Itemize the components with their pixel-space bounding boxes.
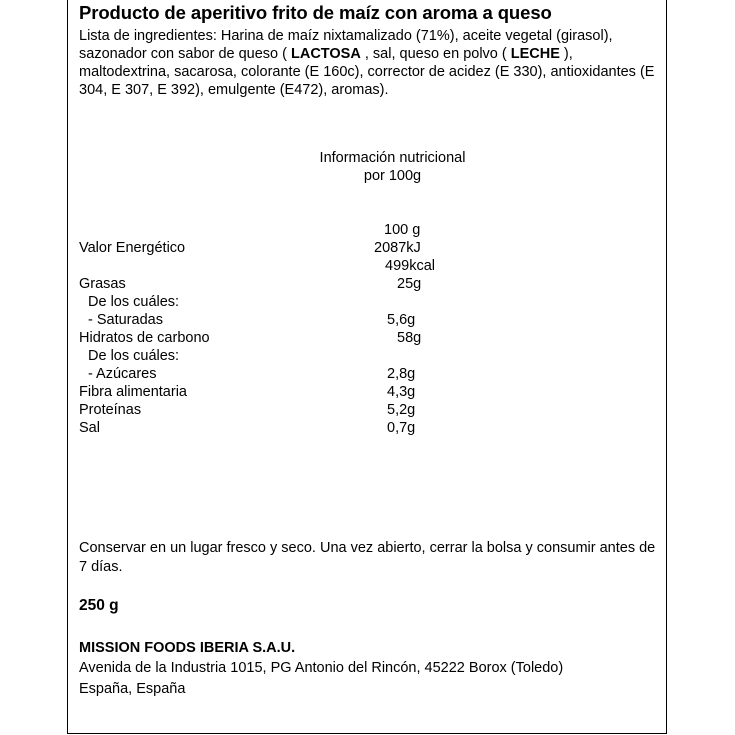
nutrition-row-value: 5,2g — [387, 402, 416, 418]
nutrition-row-label: Hidratos de carbono — [79, 330, 210, 346]
nutrition-row-label: Proteínas — [79, 402, 142, 418]
ingredients-text-2: , sal, queso en polvo ( — [360, 46, 511, 62]
nutrition-row-label: Grasas — [79, 276, 126, 292]
label-frame — [67, 0, 667, 734]
company-country: España, España — [79, 681, 186, 697]
nutrition-column-header: 100 g — [384, 222, 421, 238]
net-weight: 250 g — [79, 597, 119, 614]
storage-instructions: Conservar en un lugar fresco y seco. Una vez abierto, cerrar la bolsa y consumir antes de 7 días. — [79, 540, 656, 575]
ingredients-list — [79, 27, 664, 99]
nutrition-row-label: De los cuáles: — [88, 348, 180, 364]
nutrition-row-label: De los cuáles: — [88, 294, 180, 310]
ingredients-text-3: ), maltodextrina, sacarosa, colorante (E 160c), corrector de acidez (E 330), antioxidantes (E 304, E 307, E 392), emulgente (E472), aromas). — [79, 46, 655, 98]
nutrition-row-value: 0,7g — [387, 420, 416, 436]
nutrition-row-value: 499kcal — [385, 258, 435, 274]
nutrition-row-label: Sal — [79, 420, 100, 436]
nutrition-row-value: 4,3g — [387, 384, 416, 400]
nutrition-row-value: 25g — [397, 276, 422, 292]
allergen-milk: LECHE — [510, 46, 560, 62]
nutrition-row-label: - Azúcares — [88, 366, 157, 382]
company-name: MISSION FOODS IBERIA S.A.U. — [79, 640, 296, 656]
nutrition-heading-line2: por 100g — [363, 168, 422, 184]
ingredients-text-1: Lista de ingredientes: Harina de maíz nixtamalizado (71%), aceite vegetal (girasol), sazonador con sabor de queso ( — [79, 28, 613, 62]
nutrition-row-value: 2,8g — [387, 366, 416, 382]
nutrition-row-value: 5,6g — [387, 312, 416, 328]
nutrition-heading-line1: Información nutricional — [319, 150, 466, 166]
nutrition-row-label: - Saturadas — [88, 312, 163, 328]
nutrition-row-value: 58g — [397, 330, 422, 346]
company-address: Avenida de la Industria 1015, PG Antonio del Rincón, 45222 Borox (Toledo) — [79, 660, 564, 676]
nutrition-row-label: Fibra alimentaria — [79, 384, 187, 400]
product-title: Producto de aperitivo frito de maíz con aroma a queso — [79, 2, 552, 23]
allergen-lactose: LACTOSA — [291, 46, 361, 62]
nutrition-heading — [300, 149, 485, 185]
nutrition-row-label: Valor Energético — [79, 240, 186, 256]
nutrition-row-value: 2087kJ — [374, 240, 421, 256]
